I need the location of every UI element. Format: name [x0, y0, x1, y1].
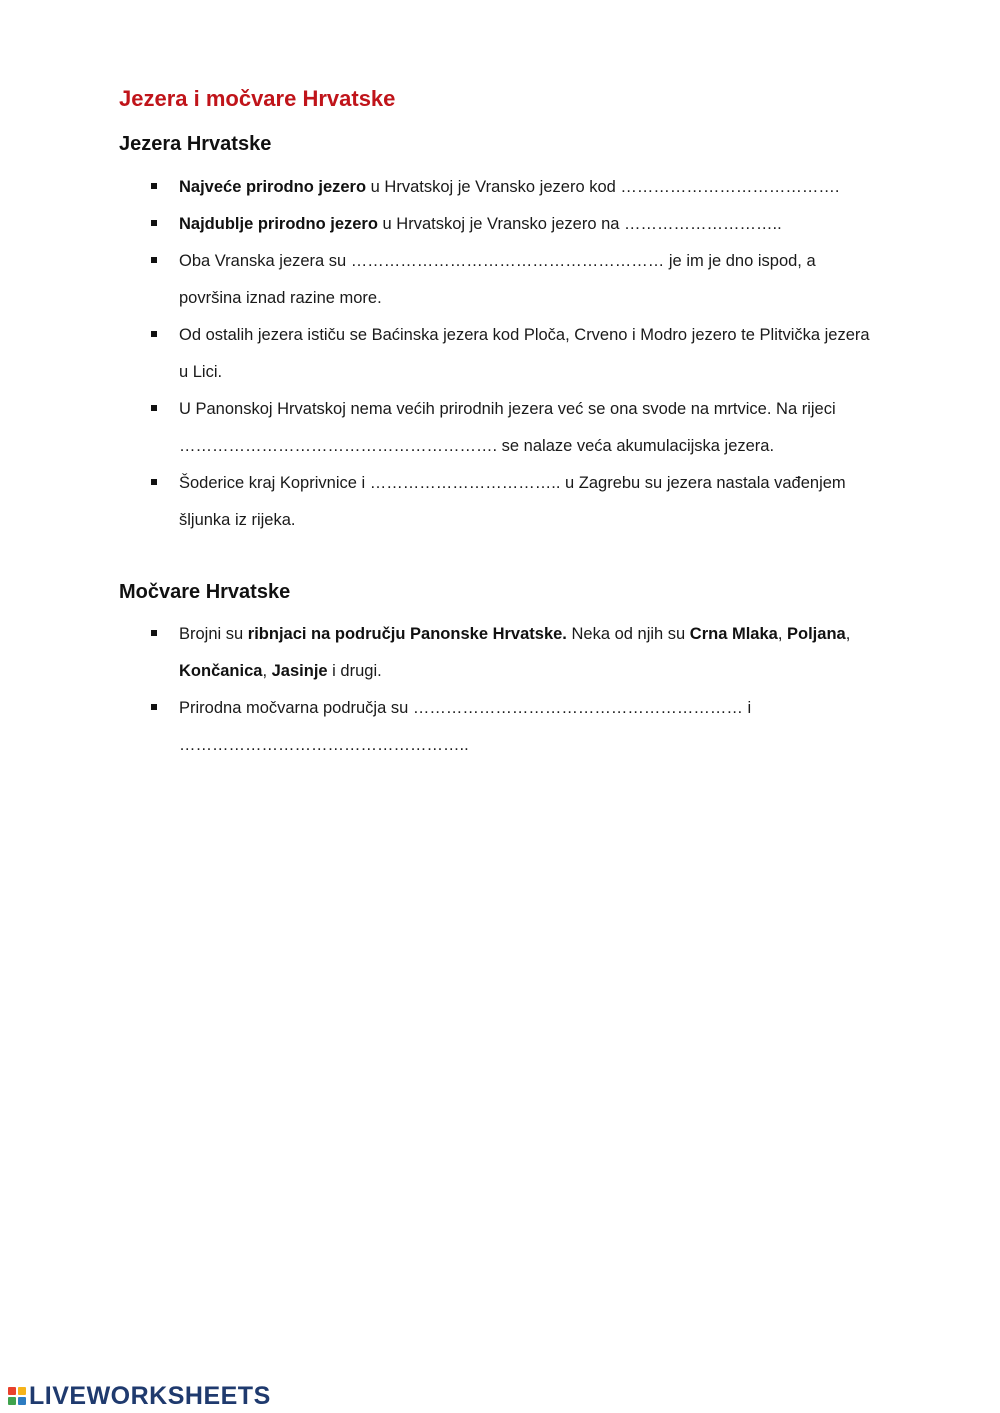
text-span: Brojni su: [179, 625, 248, 643]
logo-block: [18, 1387, 26, 1395]
logo-text: LIVEWORKSHEETS: [29, 1381, 271, 1410]
text-span: Šoderice kraj Koprivnice i …………………………….. u Zagrebu su jezera nastala vađenjem šljunka iz rijeka.: [179, 474, 846, 529]
text-span: ,: [845, 625, 851, 643]
list-item: [150, 169, 880, 206]
bold-text: Končanica: [179, 662, 263, 680]
bullet-square-icon: [151, 704, 157, 710]
bold-text: Poljana: [787, 625, 846, 643]
section-heading-lakes: Jezera Hrvatske: [119, 133, 272, 155]
text-span: Od ostalih jezera ističu se Baćinska jezera kod Ploča, Crveno i Modro jezero te Plitvička jezera u Lici.: [179, 326, 870, 381]
bold-text: Najdublje prirodno jezero: [179, 215, 378, 233]
text-span: U Panonskoj Hrvatskoj nema većih prirodnih jezera već se ona svode na mrtvice. Na rijeci …………………………………………………. se nalaze veća akumulacijska jezera.: [179, 400, 836, 455]
text-span: u Hrvatskoj je Vransko jezero kod ………………………………….: [366, 178, 840, 196]
bold-text: ribnjaci na području Panonske Hrvatske.: [247, 625, 567, 643]
list-item: [150, 465, 880, 539]
lakes-list: [150, 169, 880, 539]
bold-text: Najveće prirodno jezero: [179, 178, 367, 196]
bold-text: Jasinje: [271, 662, 328, 680]
logo-blocks-icon: [8, 1387, 26, 1405]
list-item: [150, 206, 880, 243]
text-span: i drugi.: [327, 662, 382, 680]
logo-block: [8, 1397, 16, 1405]
text-span: ,: [262, 662, 272, 680]
list-item: [150, 391, 880, 465]
logo-block: [8, 1387, 16, 1395]
bullet-square-icon: [151, 479, 157, 485]
text-span: u Hrvatskoj je Vransko jezero na ………………………..: [377, 215, 782, 233]
bullet-square-icon: [151, 405, 157, 411]
bullet-square-icon: [151, 183, 157, 189]
list-item: [150, 243, 880, 317]
list-item: [150, 317, 880, 391]
liveworksheets-logo: [8, 1381, 271, 1411]
bullet-square-icon: [151, 220, 157, 226]
text-span: Neka od njih su: [566, 625, 690, 643]
bold-text: Crna Mlaka: [689, 625, 778, 643]
text-span: Oba Vranska jezera su ………………………………………………… je im je dno ispod, a površina iznad razine more.: [179, 252, 816, 307]
page-title: Jezera i močvare Hrvatske: [119, 86, 396, 111]
list-item: [150, 690, 880, 764]
section-heading-marshes: Močvare Hrvatske: [119, 581, 291, 603]
marshes-list: [150, 616, 880, 764]
text-span: ,: [777, 625, 788, 643]
bullet-square-icon: [151, 630, 157, 636]
bullet-square-icon: [151, 257, 157, 263]
bullet-square-icon: [151, 331, 157, 337]
text-span: Prirodna močvarna područja su …………………………………………………… i ……………………………………………..: [179, 699, 752, 754]
logo-block: [18, 1397, 26, 1405]
list-item: [150, 616, 880, 690]
